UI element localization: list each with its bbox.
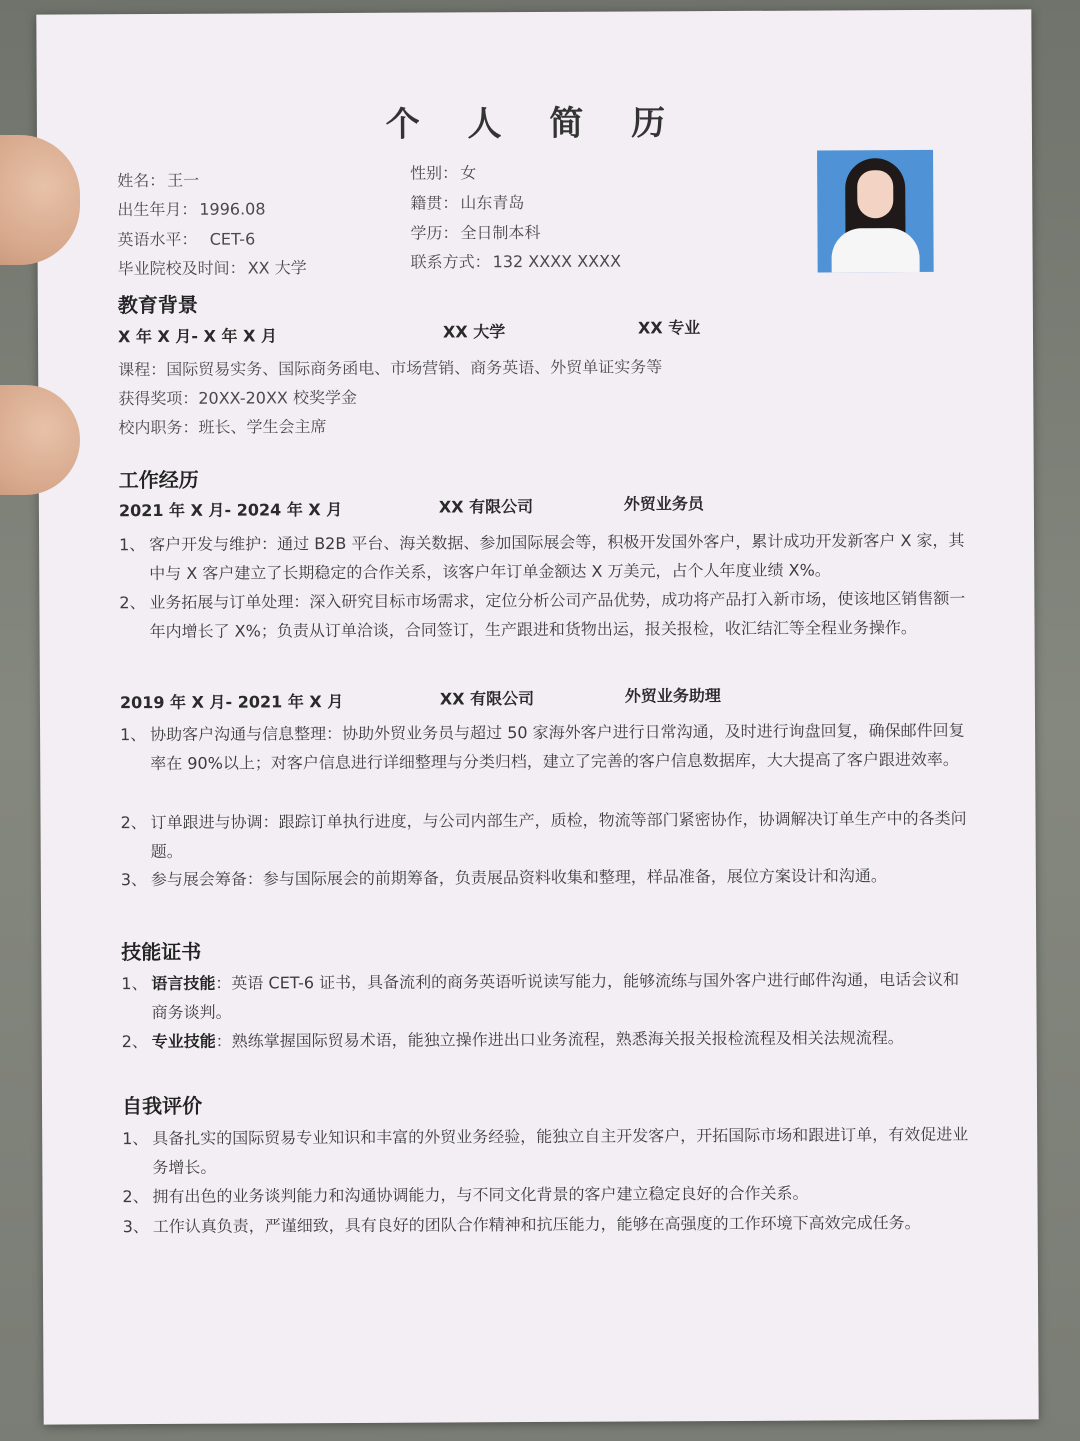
info-gender: 性别： 女: [410, 163, 477, 183]
job1-item-2: 2、 业务拓展与订单处理：深入研究目标市场需求，定位分析公司产品优势，成功将产品打入新市场，使该地区销售额一年内增长了 X%；负责从订单洽谈，合同签订，生产跟进和货物出运，报关报检，收汇结汇等全程业务操作。: [119, 588, 966, 642]
job1-item-1: 1、 客户开发与维护：通过 B2B 平台、海关数据、参加国际展会等，积极开发国外客户，累计成功开发新客户 X 家，其中与 X 客户建立了长期稳定的合作关系，该客户年订单金额达 X 万美元，占个人年度业绩 X%。: [119, 530, 965, 584]
education-period: X 年 X 月- X 年 X 月: [117, 326, 278, 347]
photo-shirt: [831, 228, 919, 273]
photo-face: [857, 170, 893, 218]
education-school: XX 大学: [442, 322, 506, 342]
job2-item-1: 1、 协助客户沟通与信息整理：协助外贸业务员与超过 50 家海外客户进行日常沟通，及时进行询盘回复，确保邮件回复率在 90%以上；对客户信息进行详细整理与分类归档，建立了完善的客户信息数据库，大大提高了客户跟进效率。: [120, 720, 965, 774]
self-item-2: 2、 拥有出色的业务谈判能力和沟通协调能力，与不同文化背景的客户建立稳定良好的合作关系。: [122, 1183, 809, 1207]
education-awards: 获得奖项：20XX-20XX 校奖学金: [118, 387, 358, 409]
info-school: 毕业院校及时间： XX 大学: [117, 258, 307, 279]
job2-company: XX 有限公司: [439, 689, 535, 709]
skills-heading: 技能证书: [121, 939, 202, 965]
education-heading: 教育背景: [117, 292, 198, 318]
info-degree: 学历： 全日制本科: [410, 222, 541, 243]
skills-item-2: 2、 专业技能：熟练掌握国际贸易术语，能独立操作进出口业务流程，熟悉海关报关报检流程及相关法规流程。: [121, 1028, 904, 1052]
info-contact: 联系方式： 132 XXXX XXXX: [410, 251, 622, 272]
info-native: 籍贯： 山东青岛: [410, 193, 525, 213]
job1-company: XX 有限公司: [438, 497, 534, 517]
job2-item-3: 3、 参与展会筹备：参与国际展会的前期筹备，负责展品资料收集和整理，样品准备，展位方案设计和沟通。: [120, 866, 887, 890]
info-english: 英语水平： CET-6: [117, 229, 256, 250]
job2-period: 2019 年 X 月- 2021 年 X 月: [119, 692, 344, 713]
job1-period: 2021 年 X 月- 2024 年 X 月: [118, 500, 343, 521]
info-birth: 出生年月： 1996.08: [117, 199, 266, 220]
job2-position: 外贸业务助理: [624, 686, 721, 706]
profile-photo: [817, 150, 934, 273]
education-major: XX 专业: [637, 318, 701, 338]
self-item-3: 3、 工作认真负责，严谨细致，具有良好的团队合作精神和抗压能力，能够在高强度的工作环境下高效完成任务。: [122, 1213, 921, 1237]
job2-item-2: 2、 订单跟进与协调：跟踪订单执行进度，与公司内部生产，质检，物流等部门紧密协作，协调解决订单生产中的各类问题。: [120, 808, 967, 862]
self-item-1: 1、 具备扎实的国际贸易专业知识和丰富的外贸业务经验，能独立自主开发客户，开拓国际市场和跟进订单，有效促进业务增长。: [122, 1124, 969, 1178]
skills-item-1: 1、 语言技能：英语 CET-6 证书，具备流利的商务英语听说读写能力，能够流练与国外客户进行邮件沟通，电话会议和商务谈判。: [121, 969, 960, 1023]
resume-paper: [36, 9, 1038, 1424]
self-heading: 自我评价: [121, 1093, 203, 1119]
work-heading: 工作经历: [118, 467, 199, 493]
education-courses: 课程：国际贸易实务、国际商务函电、市场营销、商务英语、外贸单证实务等: [118, 357, 663, 380]
job1-position: 外贸业务员: [623, 494, 704, 514]
education-duties: 校内职务：班长、学生会主席: [118, 417, 327, 438]
info-name: 姓名： 王一: [117, 170, 200, 191]
page-title: 个 人 简 历: [385, 103, 684, 145]
